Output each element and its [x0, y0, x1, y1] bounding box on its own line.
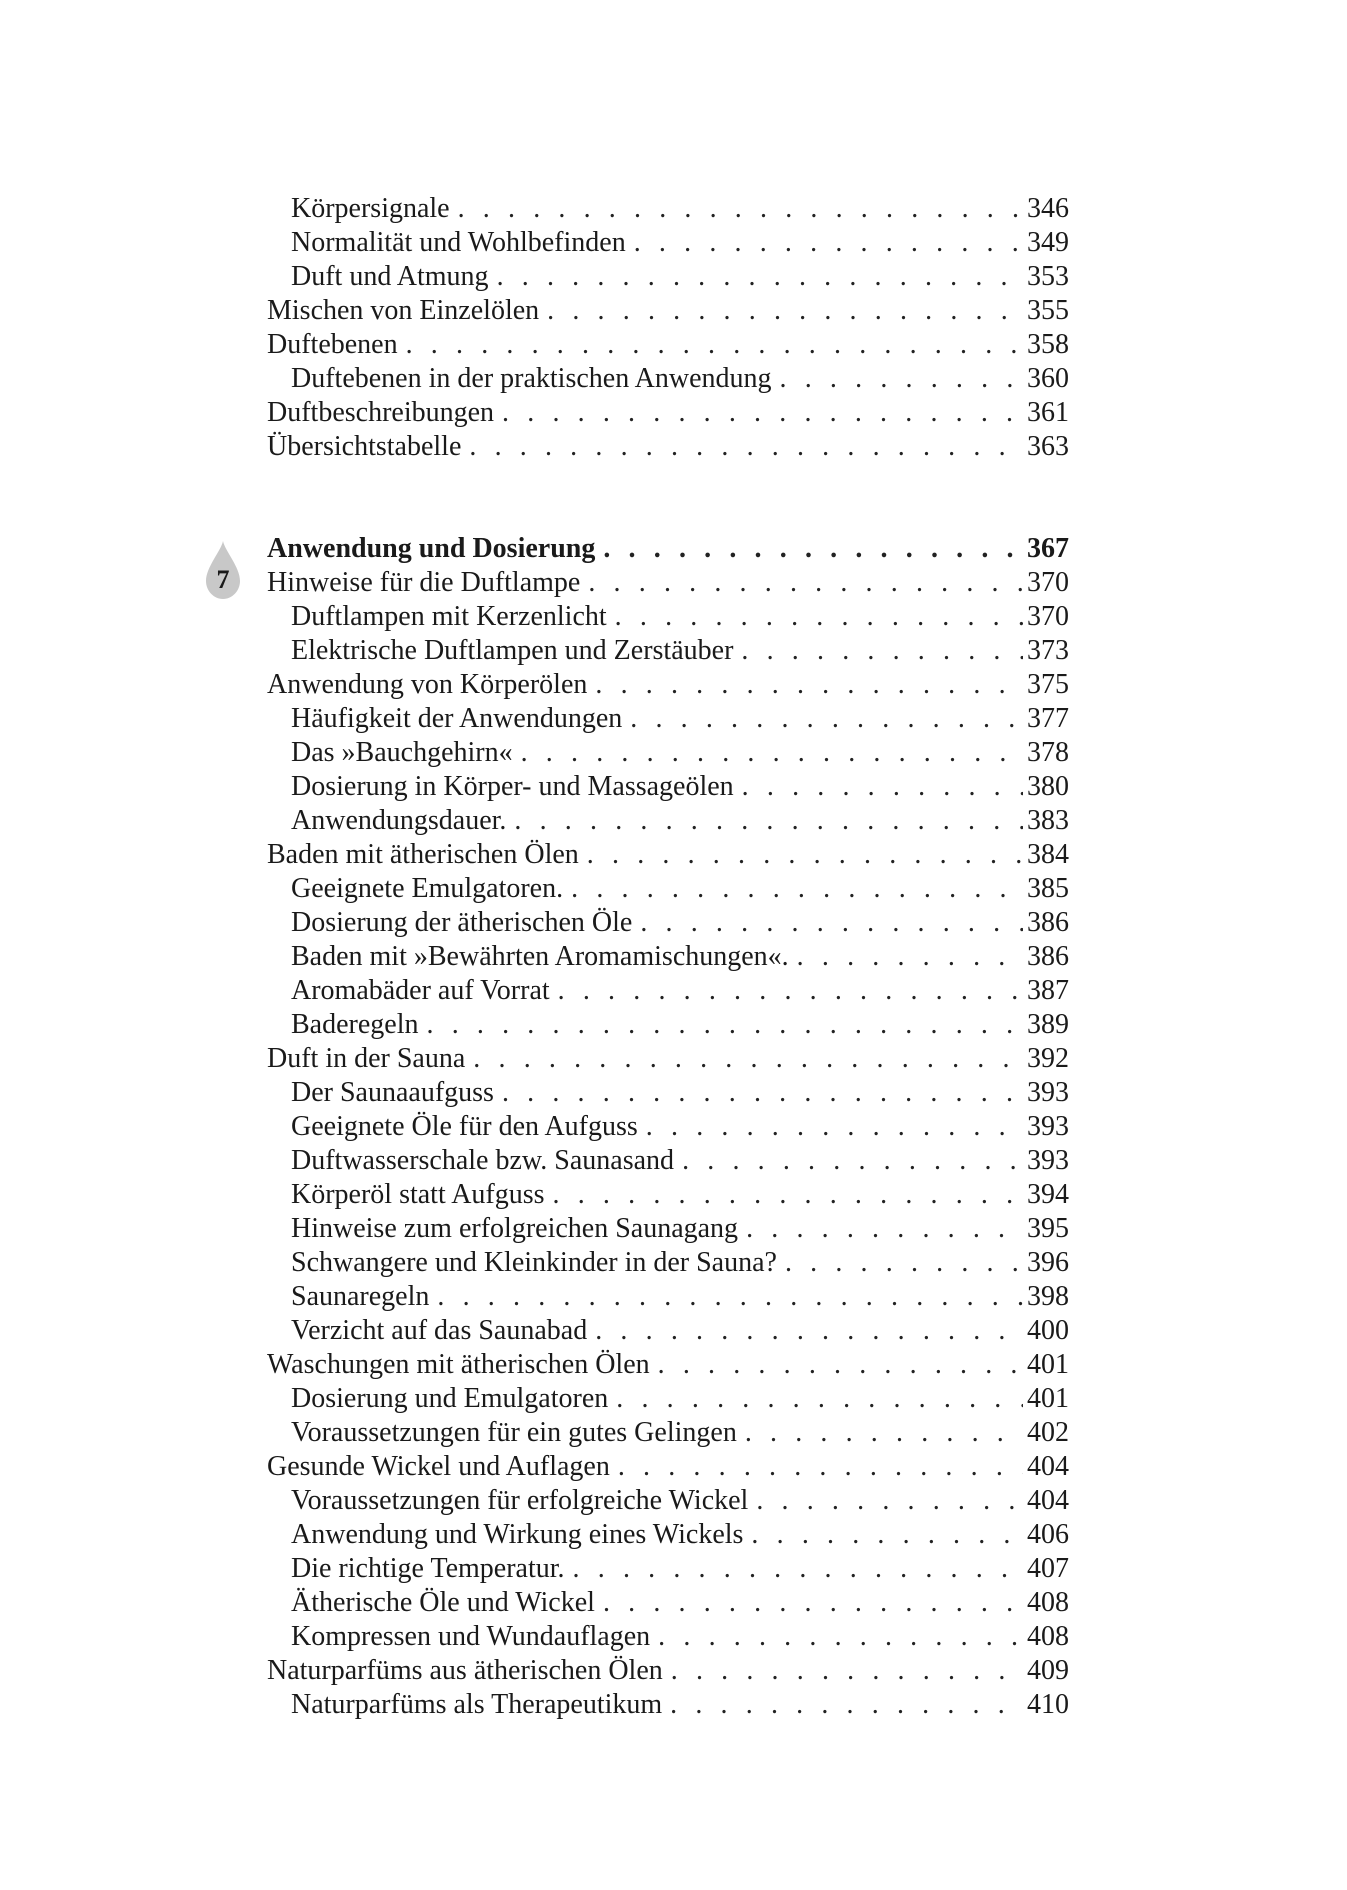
toc-entry-subsection [267, 906, 1069, 940]
toc-entry-title: Geeignete Öle für den Aufguss [291, 1111, 638, 1142]
toc-entry-page-number: 355 [1027, 295, 1069, 326]
toc-entry-page-number: 360 [1027, 363, 1069, 394]
toc-entry-title: Anwendung und Wirkung eines Wickels [291, 1519, 744, 1550]
toc-entry-title: Saunaregeln [291, 1281, 430, 1312]
toc-entry-subsection [267, 1178, 1069, 1212]
toc-entry-page-number: 383 [1027, 805, 1069, 836]
toc-entry-section [267, 294, 1069, 328]
toc-entry-page-number: 408 [1027, 1587, 1069, 1618]
toc-entry-subsection [267, 192, 1069, 226]
toc-dot-leader [658, 1620, 1023, 1654]
toc-entry-title: Gesunde Wickel und Auflagen [267, 1451, 610, 1482]
toc-entry-section [267, 532, 1069, 566]
toc-dot-leader [603, 532, 1023, 566]
toc-dot-leader [745, 1416, 1023, 1450]
toc-entry-title: Verzicht auf das Saunabad [291, 1315, 588, 1346]
toc-dot-leader [646, 1110, 1023, 1144]
toc-entry-subsection [267, 940, 1069, 974]
toc-entry-page-number: 402 [1027, 1417, 1069, 1448]
toc-entry-title: Duft und Atmung [291, 261, 489, 292]
toc-dot-leader [573, 1552, 1023, 1586]
toc-entry-subsection [267, 804, 1069, 838]
toc-entry-title: Naturparfüms als Therapeutikum [291, 1689, 663, 1720]
chapter-number: 7 [216, 565, 230, 594]
toc-entry-page-number: 410 [1027, 1689, 1069, 1720]
toc-dot-leader [682, 1144, 1023, 1178]
toc-entry-page-number: 393 [1027, 1111, 1069, 1142]
toc-dot-leader [618, 1450, 1023, 1484]
toc-dot-leader [458, 192, 1023, 226]
toc-entry-page-number: 370 [1027, 567, 1069, 598]
toc-entry-title: Kompressen und Wundauflagen [291, 1621, 651, 1652]
toc-entry-title: Duftebenen in der praktischen Anwendung [291, 363, 772, 394]
toc-dot-leader [469, 430, 1023, 464]
toc-entry-page-number: 363 [1027, 431, 1069, 462]
toc-dot-leader [553, 1178, 1023, 1212]
toc-entry-subsection [267, 702, 1069, 736]
toc-dot-leader [595, 1314, 1023, 1348]
toc-entry-title: Baden mit ätherischen Ölen [267, 839, 579, 870]
toc-dot-leader [514, 804, 1023, 838]
chapter-marker [206, 541, 240, 599]
toc-dot-leader [616, 1382, 1023, 1416]
toc-entry-page-number: 395 [1027, 1213, 1069, 1244]
toc-entry-page-number: 385 [1027, 873, 1069, 904]
toc-entry-page-number: 370 [1027, 601, 1069, 632]
toc-entry-page-number: 384 [1027, 839, 1069, 870]
toc-dot-leader [437, 1280, 1023, 1314]
toc-dot-leader [558, 974, 1023, 1008]
toc-entry-page-number: 408 [1027, 1621, 1069, 1652]
toc-entry-title: Dosierung und Emulgatoren [291, 1383, 609, 1414]
toc-entry-subsection [267, 600, 1069, 634]
toc-dot-leader [742, 770, 1023, 804]
toc-dot-leader [785, 1246, 1023, 1280]
toc-entry-subsection [267, 260, 1069, 294]
toc-entry-title: Schwangere und Kleinkinder in der Sauna? [291, 1247, 777, 1278]
toc-entry-title: Elektrische Duftlampen und Zerstäuber [291, 635, 734, 666]
toc-entry-title: Duftebenen [267, 329, 398, 360]
toc-dot-leader [630, 702, 1023, 736]
toc-entry-title: Baden mit »Bewährten Aromamischungen«. [291, 941, 789, 972]
toc-entry-subsection [267, 1212, 1069, 1246]
toc-entry-title: Naturparfüms aus ätherischen Ölen [267, 1655, 663, 1686]
toc-entry-page-number: 389 [1027, 1009, 1069, 1040]
toc-dot-leader [670, 1688, 1023, 1722]
toc-dot-leader [406, 328, 1023, 362]
toc-entry-section [267, 1042, 1069, 1076]
toc-entry-subsection [267, 1110, 1069, 1144]
toc-entry-subsection [267, 1382, 1069, 1416]
toc-section-previous-chapter [267, 192, 1069, 464]
toc-entry-section [267, 1450, 1069, 1484]
toc-entry-title: Aromabäder auf Vorrat [291, 975, 550, 1006]
toc-entry-title: Übersichtstabelle [267, 431, 462, 462]
toc-entry-page-number: 380 [1027, 771, 1069, 802]
toc-entry-title: Voraussetzungen für erfolgreiche Wickel [291, 1485, 749, 1516]
toc-entry-subsection [267, 1280, 1069, 1314]
toc-entry-section [267, 1654, 1069, 1688]
toc-entry-subsection [267, 362, 1069, 396]
toc-entry-title: Normalität und Wohlbefinden [291, 227, 626, 258]
toc-entry-section [267, 328, 1069, 362]
toc-entry-subsection [267, 1484, 1069, 1518]
toc-entry-page-number: 349 [1027, 227, 1069, 258]
toc-dot-leader [797, 940, 1023, 974]
toc-entry-section [267, 396, 1069, 430]
toc-entry-title: Dosierung der ätherischen Öle [291, 907, 633, 938]
toc-entry-page-number: 346 [1027, 193, 1069, 224]
toc-entry-page-number: 387 [1027, 975, 1069, 1006]
toc-dot-leader [658, 1348, 1023, 1382]
toc-entry-title: Duftlampen mit Kerzenlicht [291, 601, 607, 632]
toc-entry-section [267, 566, 1069, 600]
toc-entry-title: Der Saunaaufguss [291, 1077, 494, 1108]
toc-entry-title: Das »Bauchgehirn« [291, 737, 513, 768]
toc-dot-leader [751, 1518, 1023, 1552]
toc-entry-title: Anwendung von Körperölen [267, 669, 588, 700]
toc-entry-title: Körpersignale [291, 193, 450, 224]
toc-entry-page-number: 358 [1027, 329, 1069, 360]
toc-entry-subsection [267, 634, 1069, 668]
toc-entry-page-number: 361 [1027, 397, 1069, 428]
toc-dot-leader [587, 838, 1023, 872]
toc-dot-leader [756, 1484, 1023, 1518]
toc-entry-subsection [267, 226, 1069, 260]
toc-entry-subsection [267, 974, 1069, 1008]
toc-entry-page-number: 392 [1027, 1043, 1069, 1074]
toc-entry-title: Mischen von Einzelölen [267, 295, 540, 326]
toc-entry-title: Baderegeln [291, 1009, 419, 1040]
toc-entry-page-number: 401 [1027, 1349, 1069, 1380]
toc-entry-subsection [267, 1144, 1069, 1178]
toc-entry-title: Dosierung in Körper- und Massageölen [291, 771, 734, 802]
toc-entry-title: Anwendung und Dosierung [267, 533, 596, 564]
toc-dot-leader [746, 1212, 1023, 1246]
toc-entry-subsection [267, 1586, 1069, 1620]
toc-entry-section [267, 838, 1069, 872]
toc-entry-subsection [267, 1008, 1069, 1042]
toc-entry-page-number: 378 [1027, 737, 1069, 768]
toc-entry-title: Häufigkeit der Anwendungen [291, 703, 623, 734]
toc-entry-title: Duftwasserschale bzw. Saunasand [291, 1145, 675, 1176]
toc-dot-leader [502, 396, 1023, 430]
toc-entry-section [267, 1348, 1069, 1382]
toc-entry-section [267, 430, 1069, 464]
toc-entry-title: Hinweise zum erfolgreichen Saunagang [291, 1213, 739, 1244]
toc-dot-leader [502, 1076, 1023, 1110]
toc-entry-page-number: 400 [1027, 1315, 1069, 1346]
toc-entry-page-number: 393 [1027, 1077, 1069, 1108]
toc-entry-page-number: 409 [1027, 1655, 1069, 1686]
toc-entry-page-number: 407 [1027, 1553, 1069, 1584]
toc-entry-title: Ätherische Öle und Wickel [291, 1587, 595, 1618]
toc-dot-leader [547, 294, 1023, 328]
toc-entry-page-number: 404 [1027, 1451, 1069, 1482]
toc-entry-page-number: 353 [1027, 261, 1069, 292]
toc-dot-leader [671, 1654, 1023, 1688]
toc-entry-page-number: 386 [1027, 941, 1069, 972]
toc-entry-subsection [267, 1314, 1069, 1348]
toc-entry-subsection [267, 1620, 1069, 1654]
toc-entry-subsection [267, 770, 1069, 804]
toc-dot-leader [521, 736, 1023, 770]
toc-dot-leader [571, 872, 1023, 906]
toc-entry-section [267, 668, 1069, 702]
toc-dot-leader [780, 362, 1023, 396]
toc-entry-page-number: 393 [1027, 1145, 1069, 1176]
toc-entry-title: Voraussetzungen für ein gutes Gelingen [291, 1417, 737, 1448]
toc-entry-subsection [267, 1688, 1069, 1722]
toc-entry-subsection [267, 1416, 1069, 1450]
toc-entry-title: Duftbeschreibungen [267, 397, 495, 428]
toc-dot-leader [615, 600, 1023, 634]
toc-dot-leader [473, 1042, 1023, 1076]
toc-entry-subsection [267, 1552, 1069, 1586]
toc-dot-leader [741, 634, 1023, 668]
toc-dot-leader [497, 260, 1023, 294]
toc-entry-page-number: 377 [1027, 703, 1069, 734]
toc-entry-subsection [267, 872, 1069, 906]
toc-entry-page-number: 406 [1027, 1519, 1069, 1550]
toc-entry-title: Duft in der Sauna [267, 1043, 466, 1074]
toc-entry-title: Geeignete Emulgatoren. [291, 873, 564, 904]
toc-entry-title: Hinweise für die Duftlampe [267, 567, 581, 598]
toc-dot-leader [603, 1586, 1023, 1620]
toc-entry-subsection [267, 1518, 1069, 1552]
toc-section-chapter-7 [267, 532, 1069, 1722]
toc-entry-subsection [267, 736, 1069, 770]
toc-dot-leader [640, 906, 1023, 940]
toc-entry-page-number: 375 [1027, 669, 1069, 700]
toc-entry-page-number: 373 [1027, 635, 1069, 666]
toc-entry-page-number: 367 [1027, 533, 1069, 564]
toc-entry-page-number: 398 [1027, 1281, 1069, 1312]
toc-entry-title: Anwendungsdauer. [291, 805, 507, 836]
toc-entry-page-number: 386 [1027, 907, 1069, 938]
toc-entry-title: Waschungen mit ätherischen Ölen [267, 1349, 650, 1380]
toc-entry-page-number: 396 [1027, 1247, 1069, 1278]
toc-entry-subsection [267, 1076, 1069, 1110]
toc-entry-title: Körperöl statt Aufguss [291, 1179, 545, 1210]
toc-entry-title: Die richtige Temperatur. [291, 1553, 565, 1584]
toc-dot-leader [427, 1008, 1024, 1042]
toc-dot-leader [634, 226, 1023, 260]
toc-entry-page-number: 394 [1027, 1179, 1069, 1210]
toc-dot-leader [595, 668, 1023, 702]
toc-dot-leader [588, 566, 1023, 600]
toc-entry-page-number: 401 [1027, 1383, 1069, 1414]
toc-entry-subsection [267, 1246, 1069, 1280]
toc-entry-page-number: 404 [1027, 1485, 1069, 1516]
